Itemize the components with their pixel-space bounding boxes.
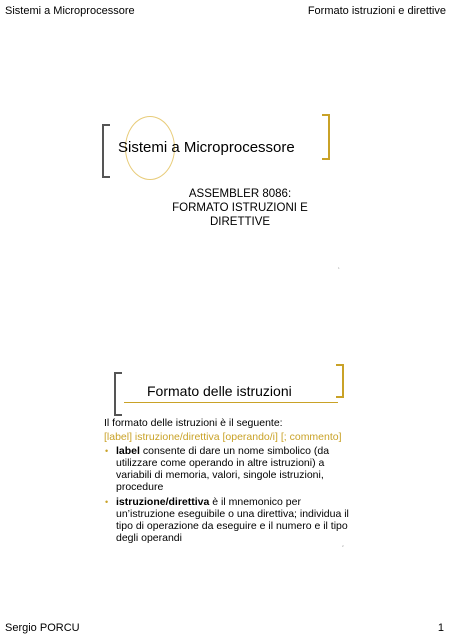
- title-underline: [124, 402, 338, 403]
- slide-1-subtitle: [160, 187, 320, 229]
- subtitle-line: ASSEMBLER 8086:: [188, 188, 292, 200]
- footer-page-number: 1: [437, 622, 444, 634]
- slide-2-page-number: 2: [342, 544, 344, 548]
- subtitle-line: DIRETTIVE: [209, 216, 271, 228]
- bullet-dot-icon: •: [105, 497, 109, 507]
- slide-2-title: Formato delle istruzioni: [147, 383, 292, 399]
- bullet-term: istruzione/direttiva: [116, 496, 210, 508]
- left-bracket-decoration: [114, 372, 122, 416]
- bullet-item: [104, 445, 350, 493]
- intro-text: Il formato delle istruzioni è il seguente:: [104, 417, 283, 429]
- slide-2: [90, 360, 360, 560]
- bullet-dot-icon: •: [105, 446, 109, 456]
- slide-1-title: Sistemi a Microprocessore: [118, 139, 295, 156]
- bullet-text: è il mnemonico per un’istruzione eseguibile o una direttiva; individua il tipo di operazione da eseguire e il numero e il tipo degli operandi: [116, 496, 349, 544]
- subtitle-line: FORMATO ISTRUZIONI E: [172, 202, 308, 214]
- slide-1: [90, 108, 360, 278]
- left-bracket-decoration: [102, 124, 110, 178]
- slide-2-content: [104, 417, 350, 544]
- footer-author: Sergio PORCU: [5, 622, 80, 634]
- bullet-term: label: [116, 445, 140, 457]
- header-left-title: Sistemi a Microprocessore: [5, 5, 135, 17]
- right-bracket-decoration: [336, 364, 344, 398]
- bullet-item: [104, 496, 350, 544]
- bullet-text: consente di dare un nome simbolico (da utilizzare come operando in altre istruzioni) a variabili di memoria, valori, singole istruzioni, procedure: [116, 445, 330, 493]
- slide-1-page-number: 1: [338, 266, 340, 270]
- right-bracket-decoration: [322, 114, 330, 160]
- syntax-line: [label] istruzione/direttiva [operando/i] [; commento]: [104, 431, 342, 443]
- header-right-title: Formato istruzioni e direttive: [307, 5, 446, 17]
